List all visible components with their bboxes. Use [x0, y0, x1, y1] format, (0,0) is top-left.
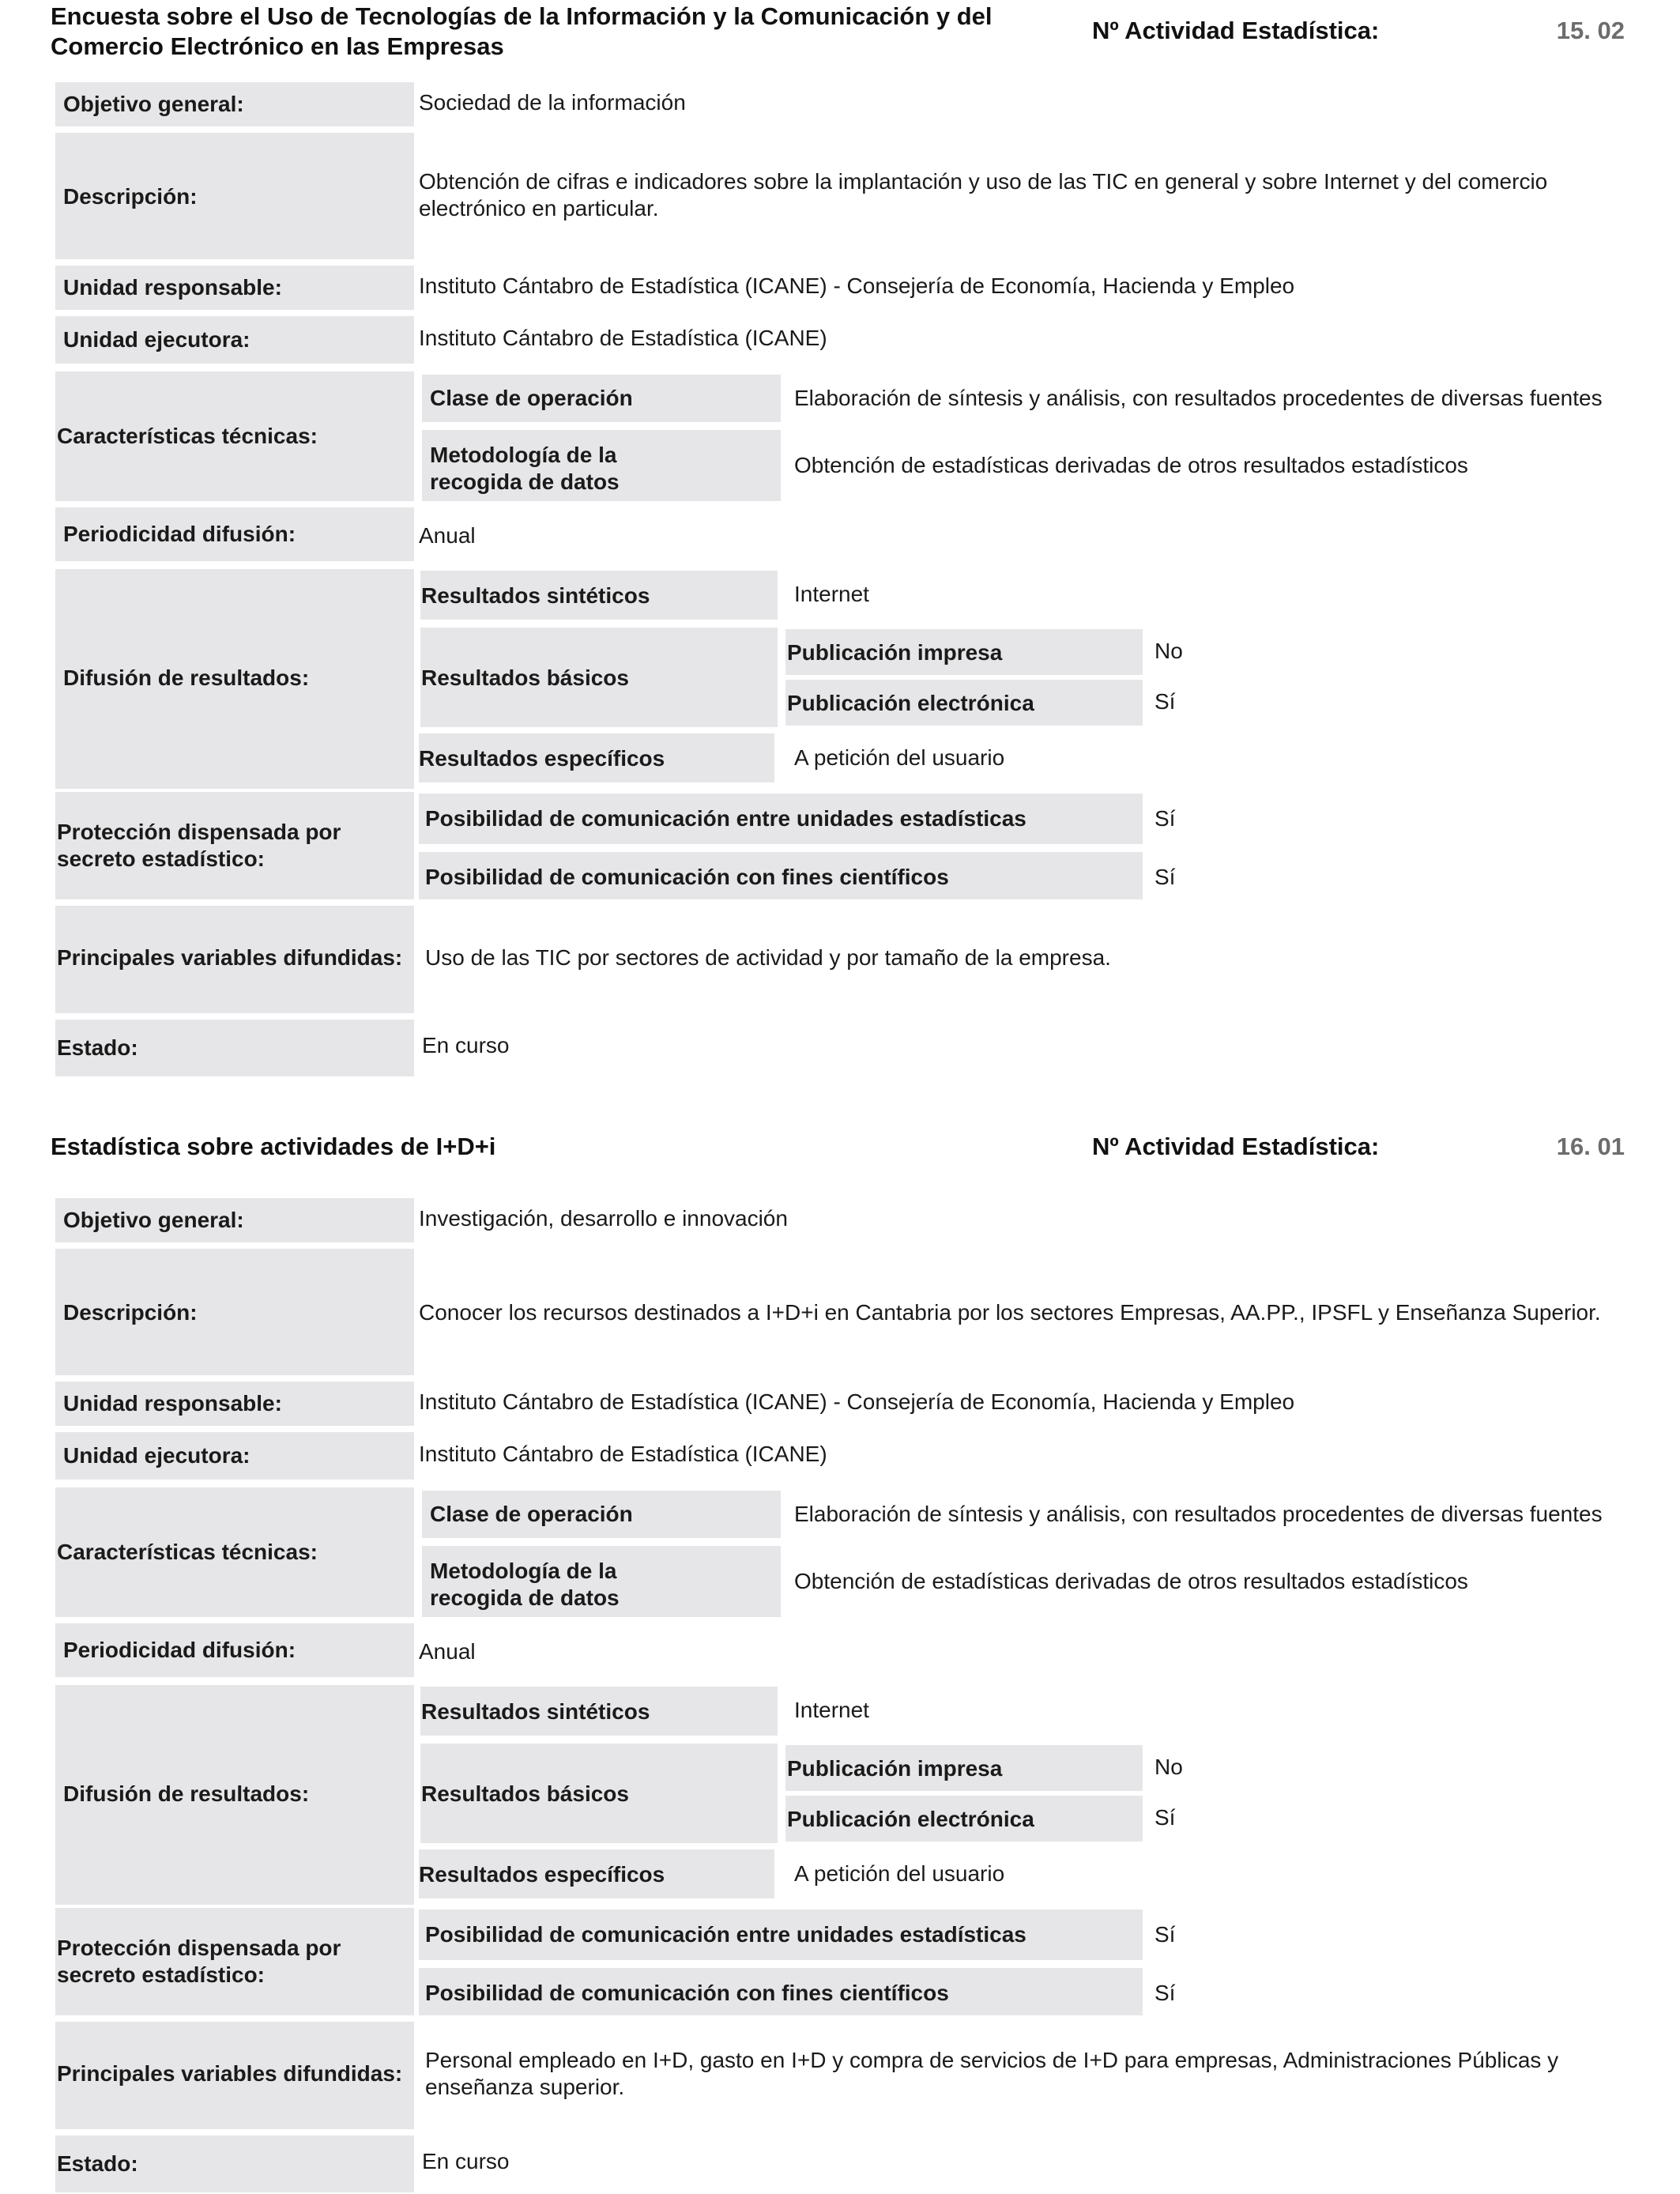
variables-label: Principales variables difundidas: — [57, 945, 403, 970]
com-unidades-label: Posibilidad de comunicación entre unidades estadísticas — [425, 806, 1026, 831]
periodicidad-value: Anual — [419, 523, 476, 548]
clase-value: Elaboración de síntesis y análisis, con resultados procedentes de diversas fuentes — [794, 386, 1603, 410]
impresa-value: No — [1155, 1755, 1183, 1779]
objetivo-value: Investigación, desarrollo e innovación — [419, 1206, 788, 1231]
metodologia-value: Obtención de estadísticas derivadas de otros resultados estadísticos — [794, 1569, 1468, 1593]
variables-label: Principales variables difundidas: — [57, 2061, 403, 2086]
variables-value: Personal empleado en I+D, gasto en I+D y compra de servicios de I+D para empresas, Administraciones Públicas y enseñanza superior. — [425, 2048, 1559, 2099]
estado-value: En curso — [422, 2149, 510, 2173]
com-unidades-label: Posibilidad de comunicación entre unidades estadísticas — [425, 1922, 1026, 1947]
com-cientificos-label: Posibilidad de comunicación con fines científicos — [425, 1981, 949, 2005]
difusion-label: Difusión de resultados: — [63, 1781, 310, 1806]
variables-value: Uso de las TIC por sectores de actividad y por tamaño de la empresa. — [425, 945, 1111, 970]
especificos-label: Resultados específicos — [419, 746, 665, 771]
estado-value: En curso — [422, 1033, 510, 1057]
periodicidad-label: Periodicidad difusión: — [63, 522, 296, 546]
especificos-value: A petición del usuario — [794, 745, 1005, 770]
electronica-value: Sí — [1155, 1805, 1176, 1830]
impresa-label: Publicación impresa — [787, 1756, 1003, 1781]
ejecutora-label: Unidad ejecutora: — [63, 1443, 250, 1468]
com-cientificos-label: Posibilidad de comunicación con fines científicos — [425, 865, 949, 889]
com-unidades-value: Sí — [1155, 1922, 1176, 1947]
electronica-label: Publicación electrónica — [787, 691, 1034, 715]
com-unidades-value: Sí — [1155, 806, 1176, 831]
periodicidad-label: Periodicidad difusión: — [63, 1638, 296, 1662]
especificos-value: A petición del usuario — [794, 1861, 1005, 1886]
record-title: Encuesta sobre el Uso de Tecnologías de la Información y la Comunicación y del Comercio Electrónico en las Empresas — [51, 2, 993, 60]
basicos-label: Resultados básicos — [421, 1781, 629, 1806]
estado-label: Estado: — [57, 2151, 138, 2176]
clase-label: Clase de operación — [430, 386, 633, 410]
activity-number-value: 15. 02 — [1556, 17, 1625, 44]
descripcion-label: Descripción: — [63, 1300, 198, 1325]
impresa-label: Publicación impresa — [787, 640, 1003, 665]
periodicidad-value: Anual — [419, 1639, 476, 1664]
proteccion-label: Protección dispensada por secreto estadístico: — [57, 1936, 341, 1987]
activity-number-value: 16. 01 — [1556, 1133, 1625, 1160]
sinteticos-value: Internet — [794, 582, 869, 606]
caracteristicas-label: Características técnicas: — [57, 424, 318, 448]
activity-number-label: Nº Actividad Estadística: — [1092, 1133, 1380, 1160]
clase-value: Elaboración de síntesis y análisis, con resultados procedentes de diversas fuentes — [794, 1502, 1603, 1526]
metodologia-label: Metodología de la recogida de datos — [430, 443, 620, 494]
com-cientificos-value: Sí — [1155, 1981, 1176, 2005]
objetivo-label: Objetivo general: — [63, 92, 244, 116]
responsable-value: Instituto Cántabro de Estadística (ICANE) - Consejería de Economía, Hacienda y Empleo — [419, 273, 1295, 298]
com-cientificos-value: Sí — [1155, 865, 1176, 889]
descripcion-value: Obtención de cifras e indicadores sobre la implantación y uso de las TIC en general y sobre Internet y del comercio electrónico en particular. — [419, 169, 1548, 221]
ejecutora-value: Instituto Cántabro de Estadística (ICANE) — [419, 1442, 827, 1466]
impresa-value: No — [1155, 639, 1183, 663]
objetivo-label: Objetivo general: — [63, 1208, 244, 1232]
objetivo-value: Sociedad de la información — [419, 90, 686, 115]
descripcion-label: Descripción: — [63, 184, 198, 209]
responsable-value: Instituto Cántabro de Estadística (ICANE) - Consejería de Economía, Hacienda y Empleo — [419, 1389, 1295, 1414]
sinteticos-value: Internet — [794, 1698, 869, 1722]
ejecutora-value: Instituto Cántabro de Estadística (ICANE) — [419, 326, 827, 350]
sinteticos-label: Resultados sintéticos — [421, 1699, 650, 1724]
proteccion-label: Protección dispensada por secreto estadístico: — [57, 820, 341, 871]
ejecutora-label: Unidad ejecutora: — [63, 327, 250, 352]
difusion-label: Difusión de resultados: — [63, 665, 310, 690]
especificos-label: Resultados específicos — [419, 1862, 665, 1887]
electronica-label: Publicación electrónica — [787, 1807, 1034, 1831]
electronica-value: Sí — [1155, 689, 1176, 714]
sinteticos-label: Resultados sintéticos — [421, 583, 650, 608]
estado-label: Estado: — [57, 1035, 138, 1060]
basicos-label: Resultados básicos — [421, 665, 629, 690]
clase-label: Clase de operación — [430, 1502, 633, 1526]
responsable-label: Unidad responsable: — [63, 275, 282, 300]
record-title: Estadística sobre actividades de I+D+i — [51, 1133, 496, 1160]
descripcion-value: Conocer los recursos destinados a I+D+i en Cantabria por los sectores Empresas, AA.PP., IPSFL y Enseñanza Superior. — [419, 1300, 1601, 1325]
metodologia-label: Metodología de la recogida de datos — [430, 1559, 620, 1610]
caracteristicas-label: Características técnicas: — [57, 1540, 318, 1564]
responsable-label: Unidad responsable: — [63, 1391, 282, 1416]
metodologia-value: Obtención de estadísticas derivadas de otros resultados estadísticos — [794, 453, 1468, 477]
activity-number-label: Nº Actividad Estadística: — [1092, 17, 1380, 44]
